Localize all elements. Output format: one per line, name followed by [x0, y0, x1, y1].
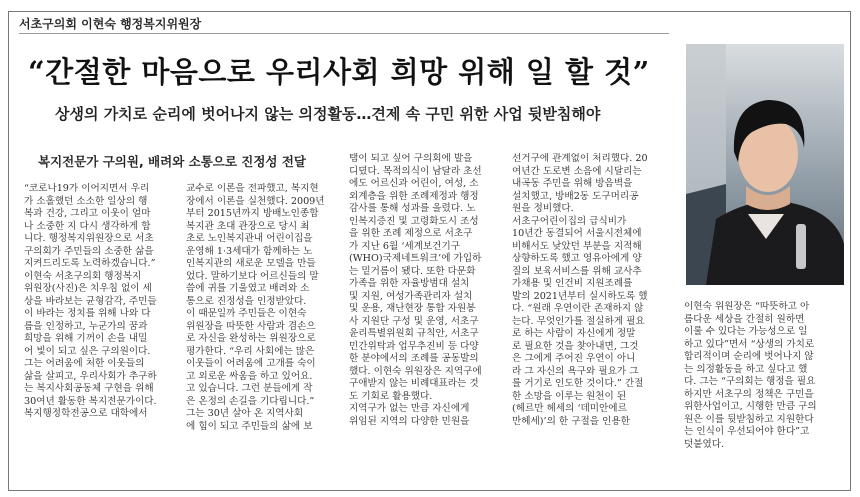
body-text-line: 다. 그는 “구의회는 행정을 필요 — [684, 376, 816, 387]
body-text-line: 했다. 이현숙 위원장은 지역구에 — [349, 365, 482, 377]
body-text-line: 가족을 위한 자율방범대 설치 — [349, 278, 470, 289]
body-text-line: 덧붙였다. — [684, 438, 725, 450]
body-text-line: 디뎠다. 목적의식이 남달라 초선 — [349, 165, 482, 177]
body-text-line: “코로나19가 이어지면서 우리 — [24, 183, 150, 194]
body-column-5 — [684, 301, 840, 451]
body-text-line: 발의 2021년부터 실시하도록 했 — [512, 290, 648, 302]
body-text-line: 비해서도 낮았던 부분을 지적해 — [512, 240, 642, 252]
body-text-line: 탬이 되고 싶어 구의회에 발을 — [349, 153, 473, 164]
body-text-line: 었다. 말하기보다 어르신들의 말 — [186, 270, 319, 282]
body-text-line: 사 지원단 구성 및 운영, 서초구 — [349, 315, 479, 327]
body-text-line: 외계층을 위한 조례제정과 행정 — [349, 190, 479, 202]
body-text-line: 이 바라는 정치를 위해 나와 다 — [24, 308, 151, 319]
body-text-line: 름을 인정하고, 누군가의 꿈과 — [24, 320, 148, 332]
body-text-line: 름다운 세상을 간절히 원하면 — [684, 313, 805, 325]
body-text-line: 복과 건강, 그리고 이웃이 얼마 — [24, 208, 151, 219]
body-text-line: 그는 30년 살아 온 지역사회 — [186, 408, 304, 419]
body-text-line: 그는 어려움에 처한 이웃들의 — [24, 358, 145, 369]
body-text-line: 를 거기로 인도한 것이다.” 간절 — [512, 378, 644, 389]
body-text-line: 는 밑거름이 됐다. 또한 다문화 — [349, 265, 476, 277]
body-text-line: 장에서 이론을 실천했다. 2009년 — [186, 195, 325, 207]
body-text-line: 통으로 진정성을 인정받았다. — [186, 295, 307, 307]
portrait-photo-icon — [686, 44, 844, 285]
body-text-line: 인복지증진 및 고령화도시 조성 — [349, 215, 479, 227]
body-text-line: 만헤세)’의 한 구절을 인용한 — [512, 415, 630, 427]
body-column-4 — [512, 153, 660, 428]
body-text-line: 민간위탁과 업무추진비 등 다양 — [349, 340, 479, 352]
body-text-line: 가채용 및 인건비 지원조례를 — [512, 278, 633, 289]
kicker-divider — [19, 33, 669, 34]
body-text-line: 초로 노인복지관내 어린이집을 — [186, 233, 313, 244]
body-text-line: (WHO)국제네트워크’에 가입하 — [349, 253, 482, 264]
body-text-line: (헤르만 헤세의 ‘데미안에르 — [512, 403, 627, 414]
body-text-line: 하고 있다”면서 “상생의 가치로 — [684, 338, 815, 350]
body-text-line: 위한사업이고, 시행한 만큼 구의 — [684, 401, 817, 412]
body-text-line: 윤리특별위원회 규칙안, 서초구 — [349, 328, 479, 339]
body-text-line: 을 위한 조례 제정으로 서초구 — [349, 228, 473, 239]
body-text-line: 이 때문일까 주민들은 이현숙 — [186, 308, 307, 319]
body-text-line: 나 소중한 지 다시 생각하게 합 — [24, 220, 151, 232]
body-text-line: 구의회가 주민들의 소중한 삶을 — [24, 245, 154, 257]
body-text-line: 은 온정의 손길을 기다립니다.” — [186, 395, 315, 407]
body-text-line: 원을 정비했다. — [512, 203, 574, 214]
body-text-line: 운영해 1·3세대가 함께하는 노 — [186, 245, 313, 257]
body-text-line: 이룰 수 있다는 가능성으로 일 — [684, 326, 808, 337]
body-text-line: 로 자신을 완성하는 위원장으로 — [186, 333, 316, 344]
body-text-line: 이현숙 위원장은 “따뜻하고 아 — [684, 301, 810, 312]
body-column-1 — [24, 183, 170, 421]
body-text-line: 내곡동 주민을 위해 방음벽을 — [512, 178, 633, 189]
body-text-line: 이현숙 서초구의회 행정복지 — [24, 270, 142, 282]
body-text-line: 가 지난 6월 ‘세계보건기구 — [349, 240, 460, 252]
body-text-line: 고 있습니다. 그런 분들에게 작 — [186, 383, 313, 394]
article-headline: “간절한 마음으로 우리사회 희망 위해 일 할 것” — [28, 55, 650, 89]
portrait-photo — [686, 44, 844, 285]
article-kicker: 서초구의회 이현숙 행정복지위원장 — [19, 17, 202, 31]
body-text-line: 원은 이를 뒷받침하고 지원한다 — [684, 413, 814, 425]
body-text-line: 라 그 자신의 욕구와 필요가 그 — [512, 365, 639, 377]
body-text-line: 는다. 무엇인가를 절실하게 필요 — [512, 315, 645, 327]
body-text-line: 부터 2015년까지 방배노인종합 — [186, 208, 319, 219]
section-title: 복지전문가 구의원, 배려와 소통으로 진정성 전달 — [38, 154, 307, 169]
body-text-line: 구애받지 않는 비례대표라는 것 — [349, 378, 479, 389]
body-text-line: 위원장(사진)은 치우침 없이 세 — [24, 283, 152, 294]
body-column-2 — [186, 183, 334, 433]
body-text-line: 교수로 이론을 전파했고, 복지현 — [186, 183, 319, 194]
body-text-line: 는 복지사회공동체 구현을 위해 — [24, 383, 154, 394]
body-text-line: 여년간 도로변 소음에 시달리는 — [512, 165, 642, 177]
body-text-line: 한 분야에서의 조례를 공동발의 — [349, 353, 479, 364]
article-subhead: 상생의 가치로 순리에 벗어나지 않는 의정활동…견제 속 구민 위한 사업 뒷받침해야 — [55, 105, 601, 123]
body-text-line: 도 기회로 활용했다. — [349, 390, 433, 402]
body-text-line: 는 의정활동을 하고 싶다고 했 — [684, 363, 808, 375]
body-text-line: 설치했고, 방배2동 도구머리공 — [512, 190, 639, 202]
body-text-line: 복지관 초대 관장으로 당시 최 — [186, 220, 310, 232]
body-text-line: 니다. 행정복지위원장으로 서초 — [24, 233, 154, 244]
body-text-line: 상향하도록 했고 영유아에게 양 — [512, 253, 642, 264]
body-text-line: 선거구에 관계없이 처리했다. 20 — [512, 153, 648, 164]
body-text-line: 이웃들이 어려움에 고개를 숙이 — [186, 358, 316, 369]
body-text-line: 복지행정학전공으로 대학에서 — [24, 408, 148, 419]
body-text-line: 위원장을 따뜻한 사람과 겸손으 — [186, 320, 316, 332]
body-text-line: 지켜드리도록 노력하겠습니다.” — [24, 258, 156, 269]
body-text-line: 은 그에게 주어진 우연이 아니 — [512, 353, 636, 364]
body-text-line: 하지만 서초구의 정책은 구민을 — [684, 388, 814, 400]
body-column-3 — [349, 153, 497, 428]
body-text-line: 희망을 위해 기꺼이 손을 내밀 — [24, 333, 148, 344]
body-text-line: 다. “원래 우연이란 존재하지 않 — [512, 303, 644, 314]
body-text-line: 지역구가 없는 만큼 자신에게 — [349, 403, 470, 414]
body-text-line: 평가한다. “우리 사회에는 많은 — [186, 345, 315, 357]
body-text-line: 위임된 지역의 다양한 민원을 — [349, 415, 470, 427]
body-text-line: 및 지원, 여성가족관리자 설치 — [349, 290, 473, 302]
body-text-line: 상을 바라보는 균형감각, 주민들 — [24, 295, 157, 307]
body-text-line: 로 하는 사람이 자신에게 정말 — [512, 328, 636, 339]
body-text-line: 로 필요한 것을 찾아내면, 그것 — [512, 340, 639, 352]
body-text-line: 인복지관의 새로운 모델을 만들 — [186, 258, 316, 269]
body-text-line: 씀에 귀를 기울였고 배려와 소 — [186, 283, 310, 294]
body-text-line: 에 힘이 되고 주민들의 삶에 보 — [186, 420, 313, 432]
body-text-line: 합리적이며 순리에 벗어나지 않 — [684, 351, 814, 362]
body-text-line: 감사를 통해 성과를 올렸다. 노 — [349, 203, 476, 214]
body-text-line: 는 인식이 우선되어야 한다”고 — [684, 426, 810, 437]
body-text-line: 한 소망을 이루는 원천이 된 — [512, 390, 627, 402]
body-text-line: 고 외로운 싸움을 하고 있어요. — [186, 370, 313, 382]
body-text-line: 및 운용, 재난현장 통합 자원봉 — [349, 303, 476, 314]
body-text-line: 어 빛이 되고 싶은 구의원이다. — [24, 345, 151, 357]
body-text-line: 질의 보육서비스를 위해 교사추 — [512, 265, 642, 277]
body-text-line: 가 소홀했던 소소한 일상의 행 — [24, 195, 148, 207]
body-text-line: 에도 어르신과 어린이, 여성, 소 — [349, 178, 479, 189]
body-text-line: 삶을 살피고, 우리사회가 추구하 — [24, 370, 157, 382]
body-text-line: 서초구어린이집의 급식비가 — [512, 215, 627, 227]
body-text-line: 10년간 동결되어 서울시전체에 — [512, 228, 642, 239]
body-text-line: 30여년 활동한 복지전문가이다. — [24, 395, 157, 407]
